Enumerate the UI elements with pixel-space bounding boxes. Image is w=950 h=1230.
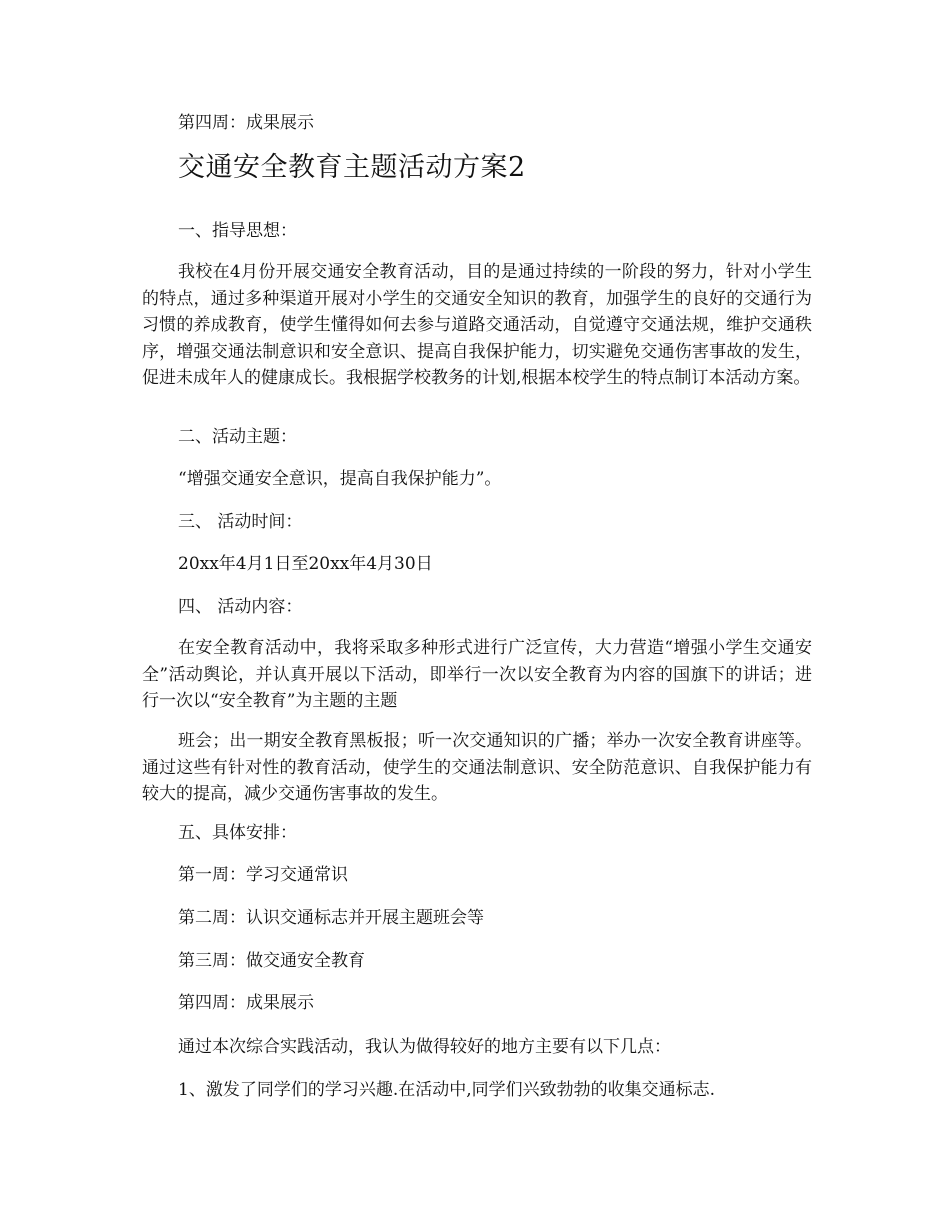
summary-intro: 通过本次综合实践活动，我认为做得较好的地方主要有以下几点： xyxy=(178,1037,671,1057)
schedule-week4: 第四周：成果展示 xyxy=(178,993,314,1013)
activity-time-text: 20xx年4月1日至20xx年4月30日 xyxy=(178,554,433,574)
document-title: 交通安全教育主题活动方案2 xyxy=(178,152,526,183)
previous-week4-line: 第四周：成果展示 xyxy=(178,113,314,133)
section-heading-schedule: 五、具体安排： xyxy=(178,823,297,843)
schedule-week2: 第二周：认识交通标志并开展主题班会等 xyxy=(178,908,484,928)
section-heading-activity-time: 三、 活动时间： xyxy=(178,512,303,532)
section-heading-guiding-thought: 一、指导思想： xyxy=(178,221,297,241)
schedule-week3: 第三周：做交通安全教育 xyxy=(178,951,365,971)
paragraph-activity-content-2: 班会；出一期安全教育黑板报；听一次交通知识的广播；举办一次安全教育讲座等。通过这些有针对性的教育活动，使学生的交通法制意识、安全防范意识、自我保护能力有较大的提高，减少交通伤害事故的发生。 xyxy=(142,731,812,804)
section-heading-activity-content: 四、 活动内容： xyxy=(178,597,303,617)
paragraph-guiding-thought: 我校在4月份开展交通安全教育活动，目的是通过持续的一阶段的努力，针对小学生的特点，通过多种渠道开展对小学生的交通安全知识的教育，加强学生的良好的交通行为习惯的养成教育，使学生懂得如何去参与道路交通活动，自觉遵守交通法规，维护交通秩序，增强交通法制意识和安全意识、提高自我保护能力，切实避免交通伤害事故的发生，促进未成年人的健康成长。我根据学校教务的计划,根据本校学生的特点制订本活动方案。 xyxy=(142,262,812,388)
activity-theme-text: “增强交通安全意识，提高自我保护能力”。 xyxy=(178,469,502,489)
section-heading-activity-theme: 二、活动主题： xyxy=(178,427,297,447)
summary-point-1: 1、激发了同学们的学习兴趣.在活动中,同学们兴致勃勃的收集交通标志. xyxy=(178,1080,716,1100)
paragraph-activity-content-1: 在安全教育活动中，我将采取多种形式进行广泛宣传，大力营造“增强小学生交通安全”活动舆论，并认真开展以下活动，即举行一次以安全教育为内容的国旗下的讲话；进行一次以“安全教育”为主题的主题 xyxy=(142,638,812,711)
schedule-week1: 第一周：学习交通常识 xyxy=(178,865,348,885)
